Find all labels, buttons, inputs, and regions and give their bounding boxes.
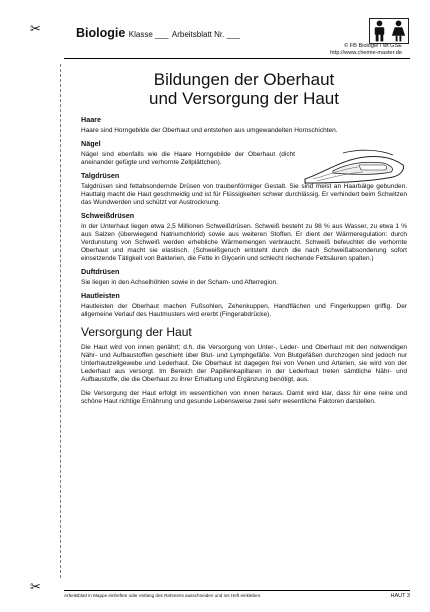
male-female-icon [369, 18, 409, 44]
scissors-icon-bottom: ✂ [30, 579, 41, 594]
text-duftdruesen: Sie liegen in den Achselhöhlen sowie in der Scham- und Afterregion. [81, 279, 278, 286]
text-hautleisten: Hautleisten der Oberhaut machen Fußsohlen, Zehenkuppen, Handflächen und Fingerkuppen griffig. Der allgemeine Verlauf des Hautmusters wird ererbt (Fingerabdrücke). [81, 303, 407, 318]
text-versorgung-1: Die Haut wird von innen genährt; d.h. die Versorgung von Unter-, Leder- und Oberhaut mit den notwendigen Nähr- und Aufbaustoffen geschieht über Blut- und Lymphgefäße. Von Blutgefäßen durchzogen sind jedoch nur Unterhautzellgewebe und Lederhaut. Die Oberhaut ist dagegen frei von Venen und Arterien, sie wird von der Lederhaut aus versorgt. Im Bereich der Papillenkapillaren in der Lederhaut treten sämtliche Nähr- und Aufbaustoffe, die die Oberhaut zu ihrer Erhaltung und Ergänzung benötigt, aus. [81, 344, 407, 383]
title-line-1: Bildungen der Oberhaut [153, 70, 335, 89]
scissors-icon: ✂ [30, 21, 41, 36]
text-versorgung-2: Die Versorgung der Haut erfolgt im wesentlichen von innen heraus. Damit wird klar, dass für eine reine und schöne Haut richtige Ernährung und gesunde Lebensweise zwei sehr wesentliche Faktoren darstellen. [81, 390, 407, 405]
female-figure-icon [389, 19, 408, 43]
title-line-2: und Versorgung der Haut [149, 89, 339, 108]
credit-line-2: http://www.chemie-master.de [330, 50, 402, 56]
arbeitsblatt-field: Arbeitsblatt Nr. ___ [171, 30, 240, 39]
text-schweissdruesen: In der Unterhaut liegen etwa 2,5 Millionen Schweißdrüsen. Schweiß besteht zu 98 % aus Wasser, zu etwa 1 % aus Salzen (überwiegend Natriumchlorid) sowie aus weiteren Stoffen. Er dient der Wärmeregulation: durch Verdunstung von Schweiß werden erhebliche Wärmemengen verbraucht. Schweiß befeuchtet die verhornte Oberhaut und macht sie elastisch. (Schweißgeruch entsteht durch die nach Schweißabsonderung sofort einsetzende Tätigkeit von Bakterien, die Fette in Glycerin und schlecht riechende Fettsäuren spalten.) [81, 223, 407, 262]
heading-duftdruesen: Duftdrüsen [81, 267, 120, 276]
fingernail-illustration [303, 145, 407, 185]
worksheet-content [81, 70, 407, 406]
text-talgdruesen: Talgdrüsen sind fettabsondernde Drüsen von traubenförmiger Gestalt. Sie sind meist an Haarbälge gebunden. Hauttalg macht die Haut geschmeidig und ist für Flüssigkeiten schwer durchlässig. Er verhindert beim Schwitzen das Wundwerden und schützt vor Austrocknung. [81, 183, 407, 206]
cut-line [60, 64, 61, 578]
naegel-block [81, 151, 407, 167]
heading-hautleisten: Hautleisten [81, 291, 120, 300]
heading-haare: Haare [81, 115, 101, 124]
page-code: HAUT 3 [390, 593, 410, 599]
credit-block [290, 43, 402, 57]
subject-title: Biologie [76, 26, 126, 40]
heading-schweissdruesen: Schweißdrüsen [81, 211, 135, 220]
footer-instruction: Arbeitsblatt in Mappe einheften oder entlang des Rahmens ausschneiden und ins Heft einkleben. [64, 593, 262, 598]
worksheet-header [0, 0, 430, 70]
text-naegel: Nägel sind ebenfalls wie die Haare Horngebilde der Oberhaut (dicht aneinander gefügte und verhornte Zellplättchen). [81, 151, 295, 166]
klasse-field: Klasse ___ [128, 30, 169, 39]
heading-versorgung: Versorgung der Haut [81, 325, 192, 339]
male-figure-icon [370, 19, 389, 43]
footer [64, 593, 410, 598]
credit-line-1: © FB Biologie / wt GSE [344, 43, 402, 49]
heading-naegel: Nägel [81, 139, 101, 148]
page-title [81, 70, 407, 108]
text-haare: Haare sind Horngebilde der Oberhaut und entstehen aus umgewandelten Hornschichten. [81, 127, 338, 134]
heading-talgdruesen: Talgdrüsen [81, 171, 120, 180]
footer-divider [64, 590, 410, 591]
subject-line [76, 26, 240, 40]
header-divider [64, 58, 410, 59]
